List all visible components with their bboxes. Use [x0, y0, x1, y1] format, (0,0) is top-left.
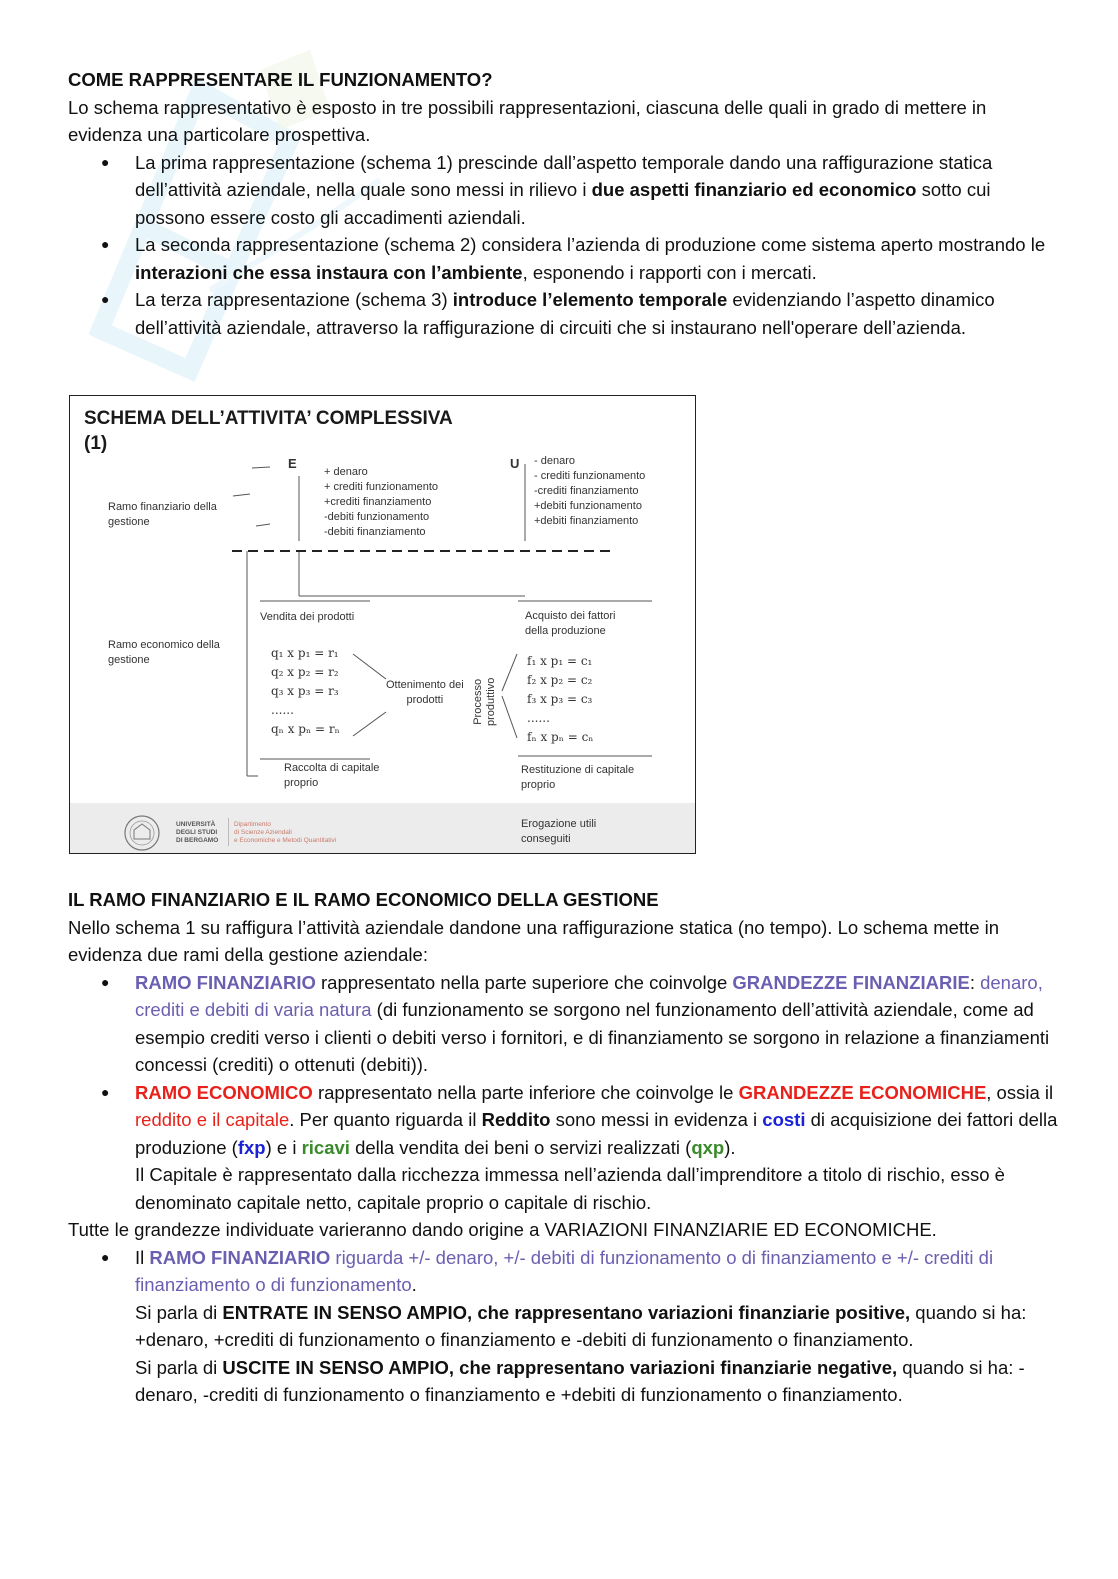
b2-text5: di acquisizione dei fattori della produzione ( [135, 1109, 1058, 1158]
rami-list [68, 969, 1058, 1217]
b2-text: rappresentato nella parte inferiore che coinvolge le [312, 1081, 739, 1103]
list-item [135, 149, 1048, 232]
section1-intro: Lo schema rappresentativo è esposto in tre possibili rappresentazioni, ciascuna delle quali in grado di mettere in evidenza una particolare prospettiva. [68, 96, 987, 145]
b2-highlight: reddito e il capitale [135, 1109, 290, 1130]
label-processo: Processo produttivo [472, 677, 497, 726]
fxp-term: fxp [237, 1136, 266, 1158]
b2-text4: sono messi in evidenza i [550, 1109, 763, 1130]
figure-title-line1: SCHEMA DELL’ATTIVITA’ COMPLESSIVA [84, 408, 453, 429]
section-rami [68, 886, 1058, 1409]
ricavi-term: ricavi [301, 1136, 350, 1158]
schema-figure [69, 395, 696, 854]
grandezze-finanziarie-term: GRANDEZZE FINANZIARIE [732, 971, 970, 993]
b1-highlight: denaro, crediti e debiti di varia natura [135, 971, 1043, 1020]
reddito-term: Reddito [481, 1109, 551, 1130]
bullet2-text: La seconda rappresentazione (schema 2) considera l’azienda di produzione come sistema aperto mostrando le [135, 234, 1046, 255]
section2-heading: IL RAMO FINANZIARIO E IL RAMO ECONOMICO DELLA GESTIONE [68, 889, 659, 910]
b1-tail: (di funzionamento se sorgono nel funzionamento dell’attività aziendale, come ad esempio crediti verso i clienti o debiti verso i fornitori, e di finanziamento se sorgono in relazione a finanziamenti concessi (crediti) o ottenuti (debiti)). [135, 999, 1050, 1075]
bullet2-bold: interazioni che essa instaura con l’ambiente [135, 261, 523, 283]
grandezze-economiche-term: GRANDEZZE ECONOMICHE [738, 1081, 987, 1103]
uscite-items: - denaro - crediti funzionamento -crediti finanziamento +debiti funzionamento +debiti finanziamento [534, 455, 646, 527]
b1-text: rappresentato nella parte superiore che coinvolge [315, 971, 733, 993]
footer-divider [228, 818, 229, 846]
ramo-finanziario-term2: RAMO FINANZIARIO [149, 1246, 331, 1268]
section2-intro: Nello schema 1 su raffigura l’attività aziendale dandone una raffigurazione statica (no tempo). Lo schema mette in evidenza due rami della gestione aziendale: [68, 916, 1000, 965]
bullet1-tail: sotto cui possono essere costo gli accadimenti aziendali. [135, 179, 991, 228]
section1-heading: COME RAPPRESENTARE IL FUNZIONAMENTO? [68, 69, 493, 90]
entrate-lead: Si parla di [135, 1301, 223, 1323]
b3-highlight: riguarda +/- denaro, +/- debiti di funzionamento o di finanziamento e +/- crediti di finanziamento o di funzionamento [135, 1246, 994, 1295]
b2-text6: ) e i [265, 1136, 302, 1158]
label-uscite: U [510, 456, 520, 471]
label-raccolta: Raccolta di capitale proprio [284, 762, 380, 789]
uscite-paragraph [135, 1354, 1058, 1409]
representations-list [68, 149, 1048, 342]
label-erogazione: Erogazione utili conseguiti [521, 818, 597, 845]
entrate-paragraph [135, 1299, 1058, 1354]
b2-text3: . Per quanto riguarda il [289, 1109, 482, 1130]
label-entrate: E [288, 456, 297, 471]
label-acquisto: Acquisto dei fattori della produzione [525, 610, 616, 637]
summary-line: Tutte le grandezze individuate varieranno dando origine a VARIAZIONI FINANZIARIE ED ECONOMICHE. [68, 1219, 937, 1240]
department-name: Dipartimento di Scienze Aziendali e Economiche e Metodi Quantitativi [234, 821, 337, 844]
list-item [135, 1079, 1058, 1217]
university-seal-icon [122, 813, 162, 853]
uscite-lead: Si parla di [135, 1356, 223, 1378]
costi-term: costi [762, 1109, 806, 1130]
list-item [135, 969, 1058, 1079]
bullet3-tail: evidenziando l’aspetto dinamico dell’attività aziendale, attraverso la raffigurazione di circuiti che si instaurano nell'operare dell’azienda. [135, 289, 995, 338]
figure-footer [70, 803, 695, 853]
variazioni-list [68, 1244, 1058, 1409]
label-ramo-finanziario: Ramo finanziario della gestione [108, 501, 217, 528]
entrate-items: + denaro + crediti funzionamento +crediti finanziamento -debiti funzionamento -debiti finanziamento [324, 466, 439, 538]
qxp-term: qxp [691, 1136, 725, 1158]
uscite-bold: USCITE IN SENSO AMPIO, che rappresentano variazioni finanziarie negative, [222, 1356, 898, 1378]
capitale-paragraph: Il Capitale è rappresentato dalla ricchezza immessa nell’azienda dall’imprenditore a titolo di rischio, esso è denominato capitale netto, capitale proprio o capitale di rischio. [135, 1164, 1005, 1213]
label-ottenimento: Ottenimento dei prodotti [386, 679, 464, 706]
b1-colon: : [969, 971, 981, 993]
figure-title-line2: (1) [84, 433, 108, 454]
bullet1-bold: due aspetti finanziario ed economico [591, 179, 917, 200]
ramo-economico-term: RAMO ECONOMICO [135, 1081, 313, 1103]
section-representations [68, 66, 1048, 341]
university-name: UNIVERSITÀ DEGLI STUDI DI BERGAMO [176, 821, 219, 844]
list-item [135, 1244, 1058, 1409]
list-item [135, 231, 1048, 286]
costi-formulas: f₁ x p₁ = c₁ f₂ x p₂ = c₂ f₃ x p₃ = c₃ ...... fₙ x pₙ = cₙ [527, 654, 594, 744]
b3-text: Il [135, 1246, 150, 1268]
b3-period: . [411, 1274, 417, 1295]
bullet2-tail: , esponendo i rapporti con i mercati. [522, 261, 817, 283]
label-ramo-economico: Ramo economico della gestione [108, 639, 220, 666]
label-vendita: Vendita dei prodotti [260, 611, 355, 623]
bullet3-text: La terza rappresentazione (schema 3) [135, 289, 453, 310]
list-item [135, 286, 1048, 341]
b2-text7: della vendita dei beni o servizi realizzati ( [349, 1136, 692, 1158]
ramo-finanziario-term: RAMO FINANZIARIO [135, 971, 316, 993]
ricavi-formulas: q₁ x p₁ = r₁ q₂ x p₂ = r₂ q₃ x p₃ = r₃ ...... qₙ x pₙ = rₙ [271, 646, 340, 736]
b2-text8: ). [724, 1136, 736, 1158]
bullet1-text: La prima rappresentazione (schema 1) prescinde dall’aspetto temporale dando una raffigurazione statica dell’attività aziendale, nella quale sono messi in rilievo i [135, 151, 993, 200]
entrate-tail: quando si ha: +denaro, +crediti di funzionamento o finanziamento e -debiti di funzionamento o finanziamento. [135, 1301, 1027, 1350]
b2-text2: , ossia il [986, 1081, 1054, 1103]
entrate-bold: ENTRATE IN SENSO AMPIO, che rappresentano variazioni finanziarie positive, [222, 1301, 911, 1323]
label-restituzione: Restituzione di capitale proprio [521, 764, 635, 791]
uscite-tail: quando si ha: -denaro, -crediti di funzionamento o finanziamento e +debiti di funzionamento o finanziamento. [135, 1356, 1025, 1405]
bullet3-bold: introduce l’elemento temporale [452, 289, 728, 310]
